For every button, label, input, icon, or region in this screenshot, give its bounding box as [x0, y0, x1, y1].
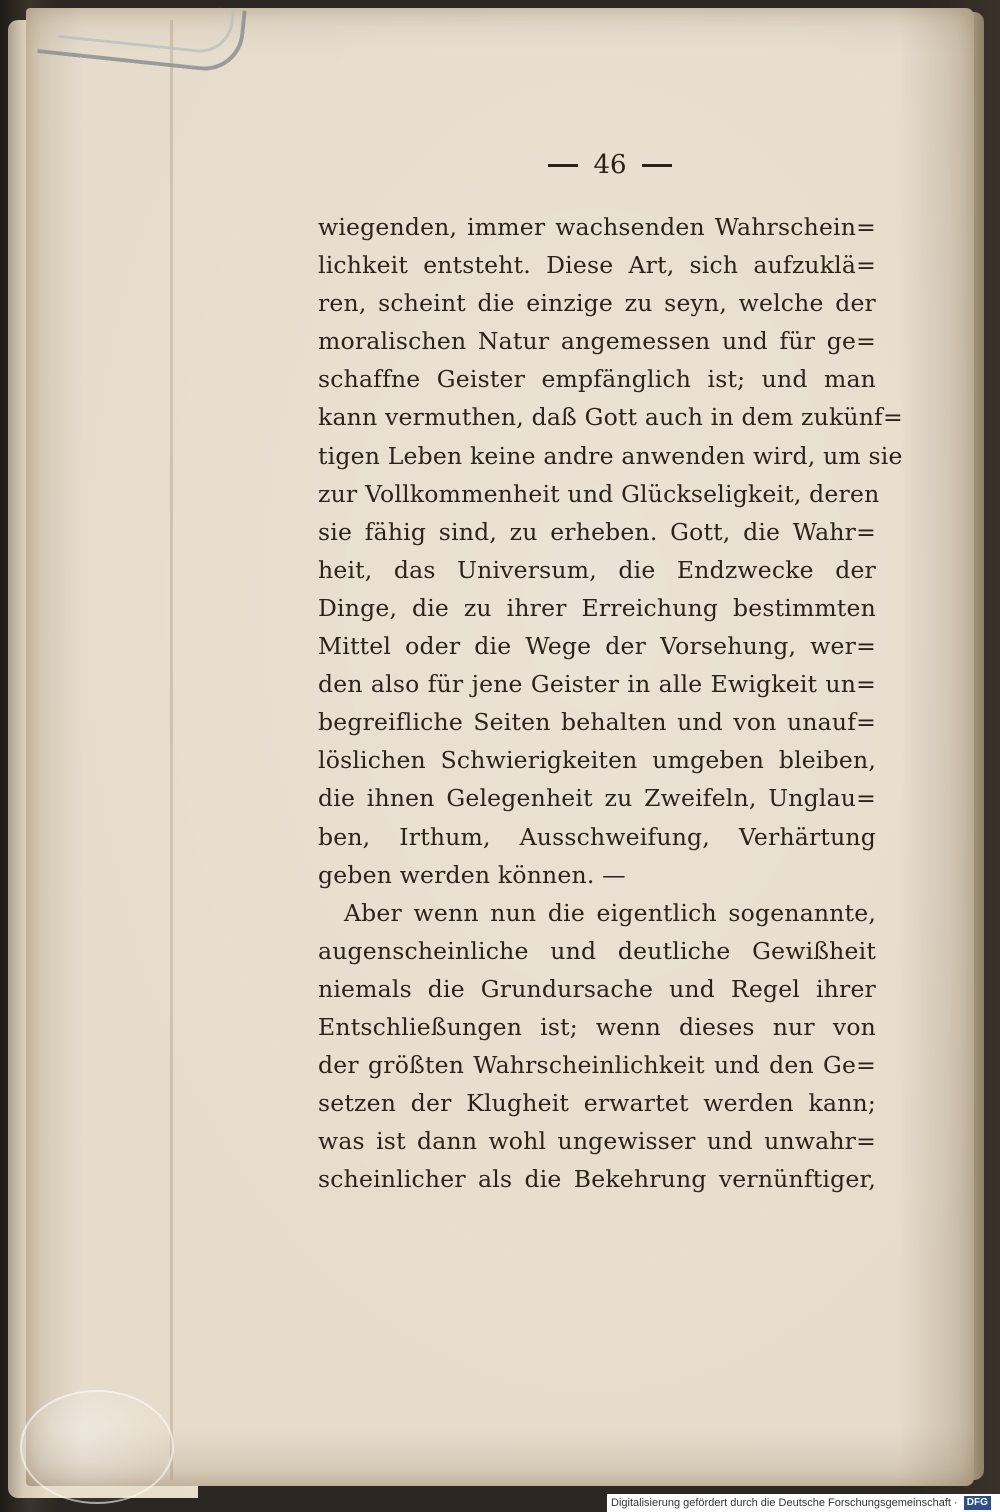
text-line: den also für jene Geister in alle Ewigkeit un=	[318, 670, 876, 699]
text-line: kann vermuthen, daß Gott auch in dem zukünf=	[318, 403, 903, 432]
text-line: was ist dann wohl ungewisser und unwahr=	[318, 1127, 876, 1156]
page-number: 46	[593, 150, 627, 180]
text-line: die ihnen Gelegenheit zu Zweifeln, Unglau=	[318, 784, 876, 813]
text-line: schaffne Geister empfänglich ist; und man	[318, 365, 876, 394]
text-line: augenscheinliche und deutliche Gewißheit	[318, 936, 876, 965]
dfg-logo-icon: DFG	[964, 1496, 991, 1510]
header-dash-right	[642, 164, 672, 167]
text-line: geben werden können. —	[318, 860, 626, 889]
text-line: setzen der Klugheit erwartet werden kann;	[318, 1089, 876, 1118]
text-line: scheinlicher als die Bekehrung vernünftiger,	[318, 1165, 876, 1194]
text-line: moralischen Natur angemessen und für ge=	[318, 327, 876, 356]
text-line: Mittel oder die Wege der Vorsehung, wer=	[318, 632, 876, 661]
text-line: wiegenden, immer wachsenden Wahrschein=	[318, 213, 876, 241]
body-text	[318, 208, 903, 1198]
header-dash-left	[548, 164, 578, 167]
text-line: löslichen Schwierigkeiten umgeben bleiben,	[318, 746, 876, 775]
text-line: zur Vollkommenheit und Glückseligkeit, deren	[318, 479, 880, 508]
text-line: sie fähig sind, zu erheben. Gott, die Wahr=	[318, 517, 876, 546]
text-line: begreifliche Seiten behalten und von unauf=	[318, 708, 876, 737]
text-line: ren, scheint die einzige zu seyn, welche der	[318, 289, 876, 318]
footer-credit-text: Digitalisierung gefördert durch die Deutsche Forschungsgemeinschaft ·	[611, 1497, 958, 1509]
text-line: heit, das Universum, die Endzwecke der	[318, 555, 876, 584]
page-fold-line	[170, 20, 173, 1480]
glass-weight-reflection	[20, 1390, 174, 1504]
text-line: niemals die Grundursache und Regel ihrer	[318, 974, 876, 1003]
text-line: Entschließungen ist; wenn dieses nur von	[318, 1012, 876, 1041]
text-line: ben, Irthum, Ausschweifung, Verhärtung	[318, 822, 876, 851]
text-line: Aber wenn nun die eigentlich sogenannte,	[344, 898, 876, 927]
text-line: Dinge, die zu ihrer Erreichung bestimmten	[318, 593, 876, 622]
digitization-footer	[607, 1494, 1000, 1512]
text-line: tigen Leben keine andre anwenden wird, um sie	[318, 441, 903, 470]
text-line: lichkeit entsteht. Diese Art, sich aufzuklä=	[318, 251, 876, 280]
text-line: der größten Wahrscheinlichkeit und den Ge=	[318, 1051, 876, 1080]
page-header	[500, 150, 720, 190]
